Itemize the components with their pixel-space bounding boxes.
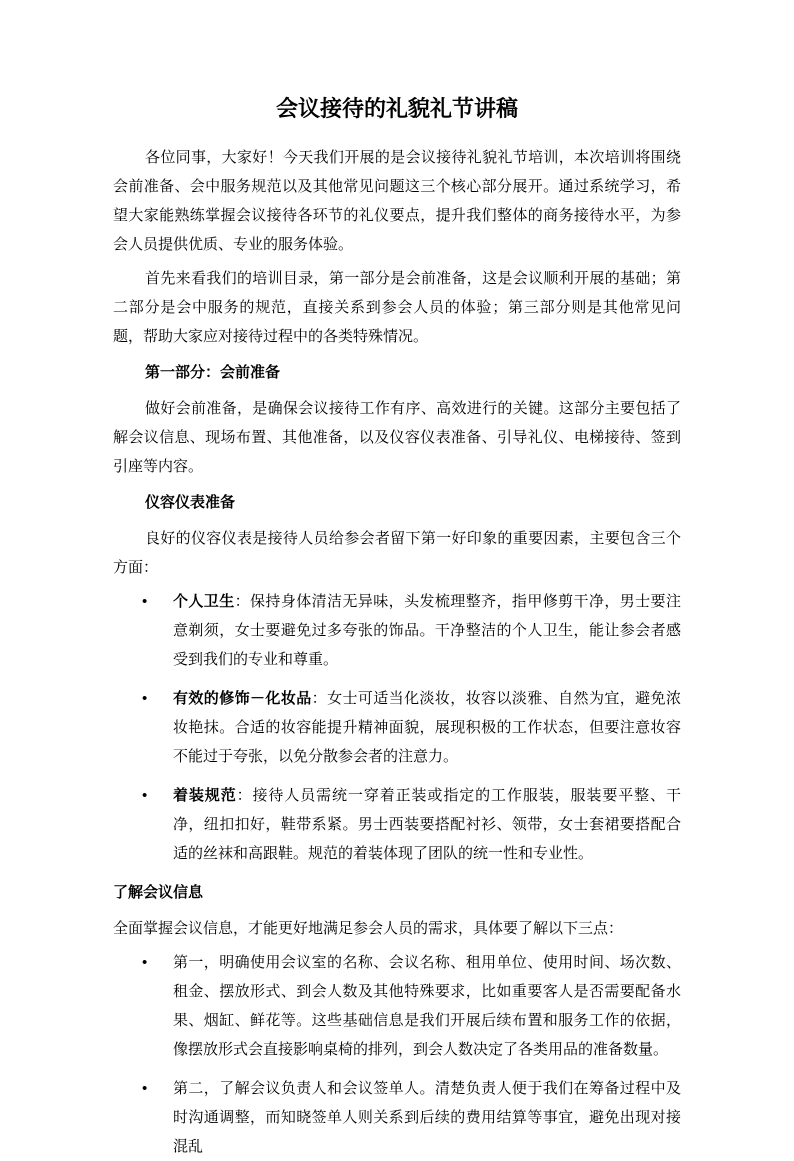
list-item-text: 接待人员需统一穿着正装或指定的工作服装，服装要平整、干净，纽扣扣好，鞋带系紧。男士西装要搭配衬衫、领带，女士套裙要搭配合适的丝袜和高跟鞋。规范的着装体现了团队的统一性和专业性。	[173, 787, 681, 862]
heading-section1: 第一部分：会前准备	[145, 364, 281, 381]
meeting-info-bullet-list	[113, 948, 681, 1161]
bullet-icon: •	[142, 787, 148, 804]
list-item-text: 第一，明确使用会议室的名称、会议名称、租用单位、使用时间、场次数、租金、摆放形式、到会人数及其他特殊要求，比如重要客人是否需要配备水果、烟缸、鲜花等。这些基础信息是我们开展后续布置和服务工作的依据，像摆放形式会直接影响桌椅的排列，到会人数决定了各类用品的准备数量。	[173, 954, 681, 1058]
heading-grooming: 仪容仪表准备	[145, 494, 236, 511]
paragraph-section1-intro: 做好会前准备，是确保会议接待工作有序、高效进行的关键。这部分主要包括了解会议信息、现场布置、其他准备，以及仪容仪表准备、引导礼仪、电梯接待、签到引座等内容。	[113, 400, 681, 475]
paragraph-meeting-info-intro: 全面掌握会议信息，才能更好地满足参会人员的需求，具体要了解以下三点：	[113, 920, 624, 937]
list-item-colon: ：	[311, 690, 328, 707]
paragraph-intro: 各位同事，大家好！今天我们开展的是会议接待礼貌礼节培训，本次培训将围绕会前准备、会中服务规范以及其他常见问题这三个核心部分展开。通过系统学习，希望大家能熟练掌握会议接待各环节的礼仪要点，提升我们整体的商务接待水平，为参会人员提供优质、专业的服务体验。	[113, 149, 681, 253]
bullet-icon: •	[142, 593, 148, 610]
paragraph-agenda: 首先来看我们的培训目录，第一部分是会前准备，这是会议顺利开展的基础；第二部分是会中服务的规范，直接关系到参会人员的体验；第三部分则是其他常见问题，帮助大家应对接待过程中的各类特殊情况。	[113, 270, 681, 345]
list-item-info-second	[142, 1074, 681, 1161]
list-item-text: 第二，了解会议负责人和会议签单人。清楚负责人便于我们在筹备过程中及时沟通调整，而知晓签单人则关系到后续的费用结算等事宜，避免出现对接混乱	[173, 1080, 681, 1155]
list-item-info-first	[142, 948, 681, 1064]
document-title: 会议接待的礼貌礼节讲稿	[275, 96, 518, 121]
list-item-colon: ：	[234, 593, 251, 610]
bullet-icon: •	[142, 954, 148, 971]
list-item-term: 着装规范	[173, 787, 237, 804]
list-item-makeup	[142, 684, 681, 771]
list-item-term: 有效的修饰－化妆品	[173, 690, 312, 707]
list-item-text: 女士可适当化淡妆，妆容以淡雅、自然为宜，避免浓妆艳抹。合适的妆容能提升精神面貌，展现积极的工作状态，但要注意妆容不能过于夸张，以免分散参会者的注意力。	[173, 690, 681, 765]
bullet-icon: •	[142, 1080, 148, 1097]
list-item-dress-code	[142, 781, 681, 868]
list-item-colon: ：	[236, 787, 253, 804]
heading-meeting-info: 了解会议信息	[113, 884, 204, 901]
grooming-bullet-list	[113, 587, 681, 868]
bullet-icon: •	[142, 690, 148, 707]
list-item-personal-hygiene	[142, 587, 681, 674]
list-item-term: 个人卫生	[173, 593, 235, 610]
paragraph-grooming-intro: 良好的仪容仪表是接待人员给参会者留下第一好印象的重要因素，主要包含三个方面：	[113, 530, 681, 576]
list-item-text: 保持身体清洁无异味，头发梳理整齐，指甲修剪干净，男士要注意剃须，女士要避免过多夸张的饰品。干净整洁的个人卫生，能让参会者感受到我们的专业和尊重。	[173, 593, 681, 668]
